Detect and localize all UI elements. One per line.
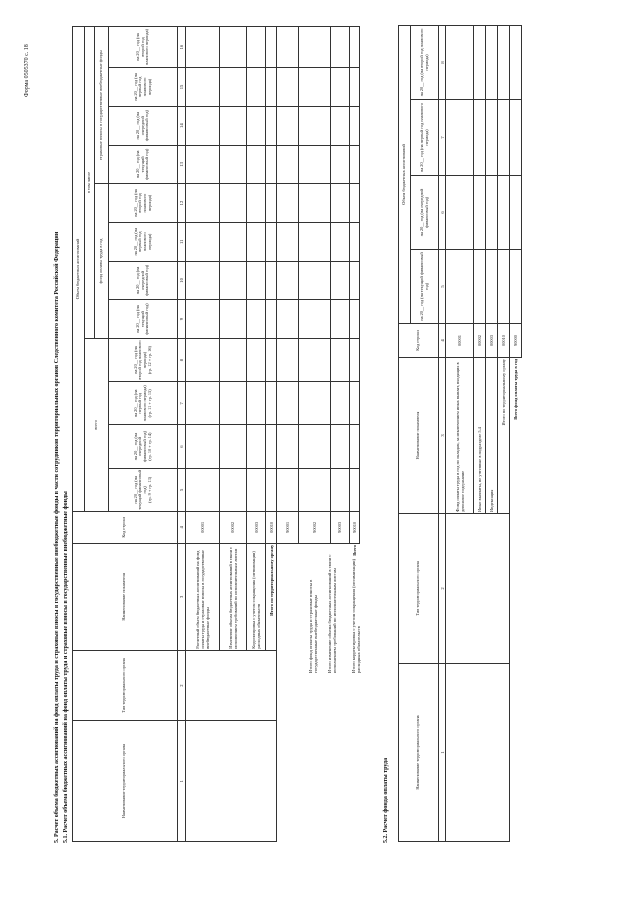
t1-cell[interactable] [220,184,247,223]
t1-cell[interactable] [220,382,247,425]
t1-row-code: 00002 [220,511,247,543]
t1-cell[interactable] [220,425,247,468]
t1-cell[interactable] [246,68,265,107]
t1-row-label: Расчетный объем бюджетных ассигнований на фонд оплаты труда и страховые взносы в государственные внебюджетные фонды [186,543,220,650]
t1-cell[interactable] [330,382,349,425]
table-row [510,25,522,841]
t1-cell[interactable] [350,300,360,339]
table-row [186,27,220,842]
t1-cell[interactable] [277,382,299,425]
t2-row-label: Индексация [486,358,498,514]
t2-row-label: Иные выплаты, не учтенные в подразделе 5.4 [474,358,486,514]
t1-h10: на 20__ год (на очередной финансовый год) [109,261,177,300]
t1-cell[interactable] [186,261,220,300]
t1-cell[interactable] [186,222,220,261]
t1-cell[interactable] [186,145,220,184]
t1-cell[interactable] [277,27,299,68]
t2-cell[interactable] [498,176,510,250]
t1-cell[interactable] [186,468,220,511]
t1-cell[interactable] [277,68,299,107]
t1-colnum: 5 [177,468,186,511]
t1-h16: на 20__ год (на второй год планового периода) [109,27,177,68]
t1-group-incl: в том числе [85,27,95,339]
t1-total-code: 90002 [299,511,331,543]
t1-cell[interactable] [246,338,265,381]
table-row [299,27,331,842]
t1-group-fot: фонд оплаты труда в год [94,184,109,339]
t2-cell[interactable] [510,250,522,324]
t1-cell[interactable] [266,184,277,223]
t1-cell[interactable] [246,27,265,68]
t2-row-label: Фонд оплаты труда в год по окладам, за исключением иных выплат, входящих в денежное содержание [446,358,474,514]
t1-cell[interactable] [186,106,220,145]
t1-cell[interactable] [277,300,299,339]
t1-cell[interactable] [266,425,277,468]
t2-subtotal-code: 00010 [498,324,510,358]
t2-colnum: 6 [439,176,446,250]
table-row [277,27,299,842]
t1-cell[interactable] [220,145,247,184]
t1-colnum: 6 [177,425,186,468]
t2-h8: на 20__ год (на второй год планового периода) [411,25,439,99]
t1-colnum: 13 [177,145,186,184]
t1-cell[interactable] [350,106,360,145]
t1-subtotal-code: 00010 [266,511,277,543]
t1-h5: на 20__ год (на текущий финансовый год) (гр. 9 + гр. 13) [109,468,177,511]
t1-type-cell[interactable] [186,650,277,721]
t1-h12: на 20__ год (на второй год планового периода) [109,184,177,223]
t1-h9: на 20__ год (на текущий финансовый год) [109,300,177,339]
t1-cell[interactable] [350,222,360,261]
t2-cell[interactable] [446,100,474,176]
t1-col-type: Тип территориального органа [73,650,178,721]
t1-cell[interactable] [277,261,299,300]
t1-group-ins: страховые взносы в государственные внебюджетные фонды [94,27,109,184]
t1-cell[interactable] [330,145,349,184]
table-row [350,27,360,842]
t1-cell[interactable] [330,468,349,511]
t1-cell[interactable] [277,468,299,511]
t1-col-number-row [177,27,186,842]
table-row [446,25,474,841]
t1-cell[interactable] [246,425,265,468]
t1-cell[interactable] [220,468,247,511]
t2-cell[interactable] [510,176,522,250]
t1-cell[interactable] [186,382,220,425]
t1-cell[interactable] [220,27,247,68]
t1-total-code: 90003 [330,511,349,543]
t1-group-total: всего [85,338,109,511]
t2-col-number-row [439,25,446,841]
t1-grand-code: 90010 [350,511,360,543]
t2-cell[interactable] [486,250,498,324]
t1-cell[interactable] [246,382,265,425]
t2-cell[interactable] [474,25,486,99]
t1-cell[interactable] [299,261,331,300]
t2-cell[interactable] [446,250,474,324]
t2-cell[interactable] [510,25,522,99]
t1-colnum: 4 [177,511,186,543]
t1-row-code: 00001 [186,511,220,543]
t2-group-volume: Объем бюджетных ассигнований [399,25,411,323]
t1-name-cell[interactable] [186,721,277,842]
t1-cell[interactable] [299,382,331,425]
t1-cell[interactable] [350,468,360,511]
t1-colnum: 11 [177,222,186,261]
t1-cell[interactable] [299,145,331,184]
t1-row-label: Изменение объема бюджетных ассигнований в связи с исполнением требований по исполнительным листам [220,543,247,650]
t2-row-code: 00002 [474,324,486,358]
t1-cell[interactable] [350,145,360,184]
t1-cell[interactable] [220,68,247,107]
t1-h6: на 20__ год (на очередной финансовый год) (гр. 10 + гр. 14) [109,425,177,468]
t1-h13: на 20__ год (на текущий финансовый год) [109,145,177,184]
t1-cell[interactable] [299,338,331,381]
t1-cell[interactable] [246,468,265,511]
t1-cell[interactable] [330,261,349,300]
t2-cell[interactable] [510,100,522,176]
t2-h5: на 20__ год (на текущий финансовый год) [411,250,439,324]
t1-cell[interactable] [246,300,265,339]
t2-col-indicator: Наименование показателя [399,358,439,514]
section-title: 5. Расчет объема бюджетных ассигнований на фонд оплаты труда и страховые взносы в государственные внебюджетные фонды в части сотрудников территориальных органов Следственного комитета Российской Федерации [54,231,60,843]
t1-cell[interactable] [299,468,331,511]
t2-name-cell[interactable] [446,664,510,842]
t1-cell[interactable] [277,338,299,381]
t1-cell[interactable] [266,106,277,145]
t2-col-type: Тип территориального органа [399,514,439,664]
t1-h7: на 20__ год (на первый год планового периода) (гр. 11 + гр. 15) [109,382,177,425]
t1-colnum: 1 [177,721,186,842]
t1-cell[interactable] [299,222,331,261]
t2-row-code: 00001 [446,324,474,358]
t2-cell[interactable] [498,250,510,324]
t2-colnum: 8 [439,25,446,99]
t1-colnum: 3 [177,543,186,650]
t1-cell[interactable] [350,382,360,425]
t1-blank [277,543,299,841]
t1-total-label: Итого фонд оплаты труда и страховые взносы в государственные внебюджетные фонды [308,579,319,673]
t2-cell[interactable] [498,25,510,99]
t1-cell[interactable] [266,68,277,107]
t1-cell[interactable] [330,184,349,223]
t1-cell[interactable] [266,222,277,261]
t1-cell[interactable] [220,338,247,381]
t1-cell[interactable] [246,145,265,184]
t1-h11: на 20__ год (на первый год планового периода) [109,222,177,261]
t1-cell[interactable] [330,300,349,339]
t1-cell[interactable] [330,68,349,107]
table-5-2 [398,25,592,842]
t1-cell[interactable] [350,338,360,381]
t1-total-code: 90001 [277,511,299,543]
t2-cell[interactable] [474,176,486,250]
t1-cell[interactable] [266,382,277,425]
t2-colnum: 4 [439,324,446,358]
t1-cell[interactable] [299,68,331,107]
t1-subtotal-label: Итого по территориальному органу [266,543,277,650]
table-5-1 [72,26,360,842]
t1-colnum: 14 [177,106,186,145]
t1-cell[interactable] [277,425,299,468]
t1-cell[interactable] [350,184,360,223]
t2-colnum: 7 [439,100,446,176]
t1-cell[interactable] [186,27,220,68]
t1-cell[interactable] [186,184,220,223]
t1-total-label: Итого корректировка с учетом сокращения (оптимизации) расходных обязательств [351,558,362,673]
table-row [330,27,349,842]
t1-cell[interactable] [277,106,299,145]
t1-colnum: 16 [177,27,186,68]
t1-cell[interactable] [277,222,299,261]
t1-h8: на 20__ год (на второй год планового периода) (гр. 12 + гр. 16) [109,338,177,381]
t2-col-code: Код строки [399,324,439,358]
t1-cell[interactable] [246,106,265,145]
t2-cell[interactable] [474,100,486,176]
t2-colnum: 3 [439,358,446,514]
t2-grand-label: Всего фонд оплаты труда в год [513,359,519,420]
t1-colnum: 10 [177,261,186,300]
t1-col-name: Наименование территориального органа [73,721,178,842]
t1-cell[interactable] [186,338,220,381]
t1-cell[interactable] [186,300,220,339]
t1-cell[interactable] [266,338,277,381]
t2-cell[interactable] [498,100,510,176]
t1-cell[interactable] [299,425,331,468]
t1-cell[interactable] [266,27,277,68]
t1-grand-label: Всего [352,544,358,556]
t1-group-volume: Объем бюджетных ассигнований [73,27,85,512]
t1-cell[interactable] [330,222,349,261]
t1-cell[interactable] [350,68,360,107]
t1-colnum: 9 [177,300,186,339]
t2-cell[interactable] [474,250,486,324]
t1-cell[interactable] [186,425,220,468]
t2-h7: на 20__ год (на первый год планового периода) [411,100,439,176]
t2-colnum: 5 [439,250,446,324]
t2-cell[interactable] [486,176,498,250]
t2-colnum: 2 [439,514,446,664]
t2-spacer [522,25,592,841]
t1-cell[interactable] [220,222,247,261]
t1-cell[interactable] [330,338,349,381]
t1-colnum: 15 [177,68,186,107]
t1-cell[interactable] [350,425,360,468]
t1-cell[interactable] [266,468,277,511]
t1-colnum: 8 [177,338,186,381]
t1-cell[interactable] [299,184,331,223]
t1-cell[interactable] [246,222,265,261]
t1-cell[interactable] [350,27,360,68]
t1-cell[interactable] [246,184,265,223]
t1-cell[interactable] [330,27,349,68]
t1-cell[interactable] [277,184,299,223]
t2-cell[interactable] [486,25,498,99]
t2-grand-code: 90000 [510,324,522,358]
t1-row-code: 00003 [246,511,265,543]
t1-cell[interactable] [266,300,277,339]
t2-cell[interactable] [446,176,474,250]
t1-cell[interactable] [277,145,299,184]
subsection-2-title: 5.2. Расчет фонда оплаты труда [383,757,389,843]
t2-colnum: 1 [439,664,446,842]
t1-colnum: 12 [177,184,186,223]
t2-cell[interactable] [446,25,474,99]
t1-cell[interactable] [299,27,331,68]
t2-type-cell[interactable] [446,514,510,664]
t1-cell[interactable] [330,106,349,145]
t1-cell[interactable] [220,106,247,145]
t2-col-name: Наименование территориального органа [399,664,439,842]
t1-col-code: Код строки [73,511,178,543]
t1-cell[interactable] [266,145,277,184]
t1-cell[interactable] [220,300,247,339]
t2-h6: на 20__ год (на очередной финансовый год) [411,176,439,250]
form-number: Форма 0505370 с. 18 [24,44,30,97]
t1-cell[interactable] [299,300,331,339]
t1-cell[interactable] [350,261,360,300]
t1-cell[interactable] [220,261,247,300]
t1-colnum: 2 [177,650,186,721]
t1-h14: на 20__ год (на очередной финансовый год) [109,106,177,145]
subsection-1-title: 5.1. Расчет объема бюджетных ассигнований на фонд оплаты труда и страховые взносы в государственные внебюджетные фонды [63,491,69,843]
t1-cell[interactable] [246,261,265,300]
t1-row-label: Корректировка с учетом сокращения (оптимизации) расходных обязательств [246,543,265,650]
t1-col-indicator: Наименование показателя [73,543,178,650]
t1-colnum: 7 [177,382,186,425]
t2-subtotal-label: Итого по территориальному органу [498,358,510,514]
t1-cell[interactable] [186,68,220,107]
t2-cell[interactable] [486,100,498,176]
t2-row-code: 00003 [486,324,498,358]
t1-cell[interactable] [330,425,349,468]
t1-cell[interactable] [299,106,331,145]
t1-cell[interactable] [266,261,277,300]
t1-h15: на 20__ год (на первый год планового периода) [109,68,177,107]
t1-total-label: Итого изменение объема бюджетных ассигнований в связи с исполнением требований по исполнительным листам [327,554,338,673]
